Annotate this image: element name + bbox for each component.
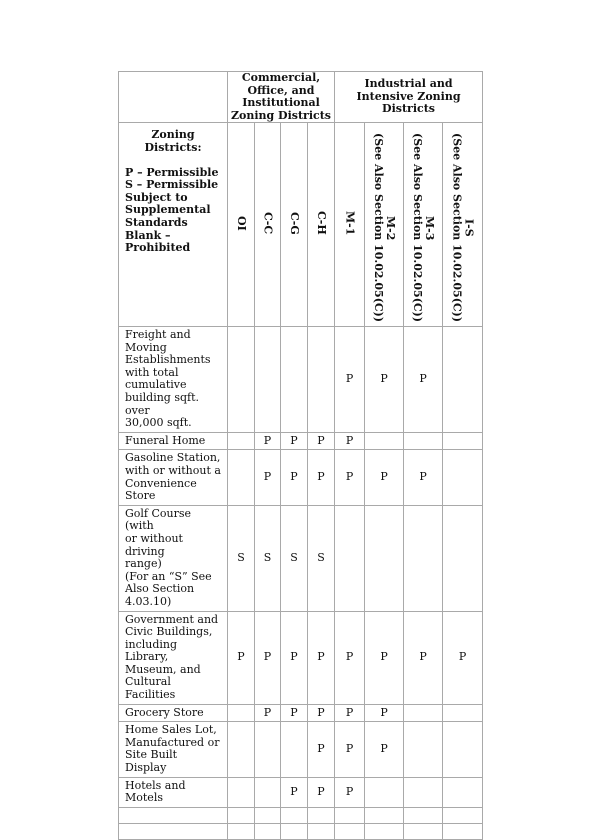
permission-cell: P [404, 611, 443, 704]
use-name-line: range) [125, 557, 162, 571]
permission-cell: P [365, 450, 404, 505]
use-name-cell [119, 823, 228, 839]
permission-cell [335, 823, 365, 839]
permission-cell: P [281, 450, 308, 505]
permission-cell: S [228, 505, 255, 611]
use-name-line: with total [125, 365, 179, 379]
district-header-m2 [365, 123, 404, 327]
permission-cell [443, 432, 483, 450]
permission-cell [404, 807, 443, 823]
district-note: (See Also Section 10.02.05(C)) [372, 133, 386, 323]
permission-cell: P [365, 327, 404, 433]
permission-cell [255, 807, 281, 823]
use-name-line: with or without a [125, 463, 221, 477]
use-name-line: Museum, and [125, 662, 201, 676]
district-header-m3 [404, 123, 443, 327]
permission-cell: P [335, 611, 365, 704]
district-header-is [443, 123, 483, 327]
permission-cell: P [308, 722, 335, 777]
permission-cell [443, 450, 483, 505]
use-name-line: Freight and [125, 328, 191, 342]
use-name-line: Gasoline Station, [125, 451, 221, 465]
use-name-line: Grocery Store [125, 705, 204, 719]
permission-cell: S [255, 505, 281, 611]
permission-cell: P [335, 450, 365, 505]
permission-cell [365, 432, 404, 450]
permission-cell [404, 432, 443, 450]
district-header-m1: M-1 [335, 123, 365, 327]
permission-cell [308, 327, 335, 433]
legend-line: P – Permissible [125, 165, 219, 179]
permission-cell [443, 777, 483, 807]
group-header-industrial: Industrial and Intensive Zoning Districts [335, 72, 483, 123]
permission-cell [281, 722, 308, 777]
permission-cell [443, 704, 483, 722]
permission-cell: P [255, 450, 281, 505]
permission-cell [404, 704, 443, 722]
permission-cell [255, 722, 281, 777]
use-name-cell [119, 807, 228, 823]
permission-cell [228, 807, 255, 823]
permission-cell: P [335, 722, 365, 777]
table-row [119, 611, 483, 704]
table-row [119, 432, 483, 450]
permission-cell: P [255, 432, 281, 450]
district-code: M-3 [423, 215, 437, 241]
table-row [119, 807, 483, 823]
permission-cell: P [308, 611, 335, 704]
legend-title: Zoning Districts: [144, 128, 202, 154]
table-body [119, 327, 483, 840]
permission-cell: P [281, 777, 308, 807]
permission-cell: P [281, 611, 308, 704]
permission-cell: P [335, 704, 365, 722]
permission-cell: P [335, 327, 365, 433]
permission-cell: P [443, 611, 483, 704]
permission-cell [404, 722, 443, 777]
permission-cell [255, 823, 281, 839]
use-name-cell [119, 450, 228, 505]
permission-cell: S [308, 505, 335, 611]
use-name-line: Moving [125, 340, 167, 354]
legend-line: Blank – Prohibited [125, 228, 191, 255]
table-row [119, 704, 483, 722]
permission-cell [228, 432, 255, 450]
use-name-cell [119, 704, 228, 722]
corner-cell [119, 72, 228, 123]
use-name-cell [119, 327, 228, 433]
permission-cell [228, 327, 255, 433]
district-note: (See Also Section 10.02.05(C)) [450, 133, 464, 323]
district-header-cc: C-C [255, 123, 281, 327]
permission-cell: P [308, 704, 335, 722]
permission-cell: P [365, 722, 404, 777]
permission-cell [281, 823, 308, 839]
permission-cell: P [365, 704, 404, 722]
permission-cell [228, 823, 255, 839]
permission-cell: S [281, 505, 308, 611]
permission-cell [443, 823, 483, 839]
table-row [119, 327, 483, 433]
permission-cell [365, 777, 404, 807]
permission-cell [365, 505, 404, 611]
permission-cell: P [365, 611, 404, 704]
use-name-line: including Library, [125, 637, 178, 664]
table-row [119, 505, 483, 611]
district-code: I-S [462, 219, 476, 237]
use-name-line: Funeral Home [125, 433, 206, 447]
use-name-cell [119, 722, 228, 777]
use-name-cell [119, 505, 228, 611]
permission-cell: P [281, 704, 308, 722]
district-header-ch: C-H [308, 123, 335, 327]
permission-cell [404, 505, 443, 611]
use-name-line: Golf Course (with [125, 506, 192, 533]
use-name-line: Establishments [125, 353, 211, 367]
permission-cell [281, 327, 308, 433]
legend-line: S – Permissible Subject to Supplemental Standards [125, 178, 219, 229]
use-name-line: Civic Buildings, [125, 625, 213, 639]
permission-cell [443, 722, 483, 777]
district-header-cg: C-G [281, 123, 308, 327]
use-name-line: cumulative [125, 378, 187, 392]
permission-cell [404, 777, 443, 807]
permission-cell [443, 327, 483, 433]
permission-cell [228, 722, 255, 777]
permission-cell [335, 807, 365, 823]
permission-cell: P [228, 611, 255, 704]
use-name-line: 30,000 sqft. [125, 416, 192, 430]
use-name-line: 4.03.10) [125, 594, 172, 608]
use-name-line: Site Built Display [125, 748, 178, 775]
table-row [119, 450, 483, 505]
permission-cell [365, 823, 404, 839]
permission-cell [404, 823, 443, 839]
use-name-line: Home Sales Lot, [125, 723, 217, 737]
use-name-line: Manufactured or [125, 735, 220, 749]
permission-cell [255, 327, 281, 433]
use-name-line: Convenience Store [125, 476, 197, 503]
use-name-line: building sqft. over [125, 391, 200, 417]
permission-cell: P [281, 432, 308, 450]
table-row [119, 777, 483, 807]
permission-cell: P [255, 704, 281, 722]
district-code: M-2 [384, 215, 398, 241]
district-note: (See Also Section 10.02.05(C)) [411, 133, 425, 323]
use-name-line: Government and [125, 612, 219, 626]
use-name-line: Also Section [125, 582, 195, 596]
permission-cell [365, 807, 404, 823]
table-row [119, 722, 483, 777]
permission-cell [228, 450, 255, 505]
use-name-line: Cultural Facilities [125, 675, 176, 702]
permission-cell: P [335, 432, 365, 450]
use-name-line: or without driving [125, 531, 183, 558]
permission-cell: P [308, 450, 335, 505]
permission-cell [308, 807, 335, 823]
permission-cell [228, 704, 255, 722]
permission-cell [335, 505, 365, 611]
use-name-line: (For an “S” See [125, 569, 212, 583]
table-row [119, 823, 483, 839]
permission-cell: P [308, 432, 335, 450]
permission-cell [443, 505, 483, 611]
use-name-cell [119, 432, 228, 450]
permission-cell: P [308, 777, 335, 807]
permission-cell [308, 823, 335, 839]
permission-cell [255, 777, 281, 807]
use-name-line: Hotels and Motels [125, 778, 186, 805]
permission-cell [228, 777, 255, 807]
group-header-commercial: Commercial, Office, and Institutional Zoning Districts [228, 72, 335, 123]
legend-cell [119, 123, 228, 327]
permission-cell [281, 807, 308, 823]
permission-cell [443, 807, 483, 823]
zoning-table [118, 71, 483, 840]
use-name-cell [119, 611, 228, 704]
permission-cell: P [255, 611, 281, 704]
permission-cell: P [404, 450, 443, 505]
use-name-cell [119, 777, 228, 807]
permission-cell: P [404, 327, 443, 433]
district-header-oi: OI [228, 123, 255, 327]
permission-cell: P [335, 777, 365, 807]
